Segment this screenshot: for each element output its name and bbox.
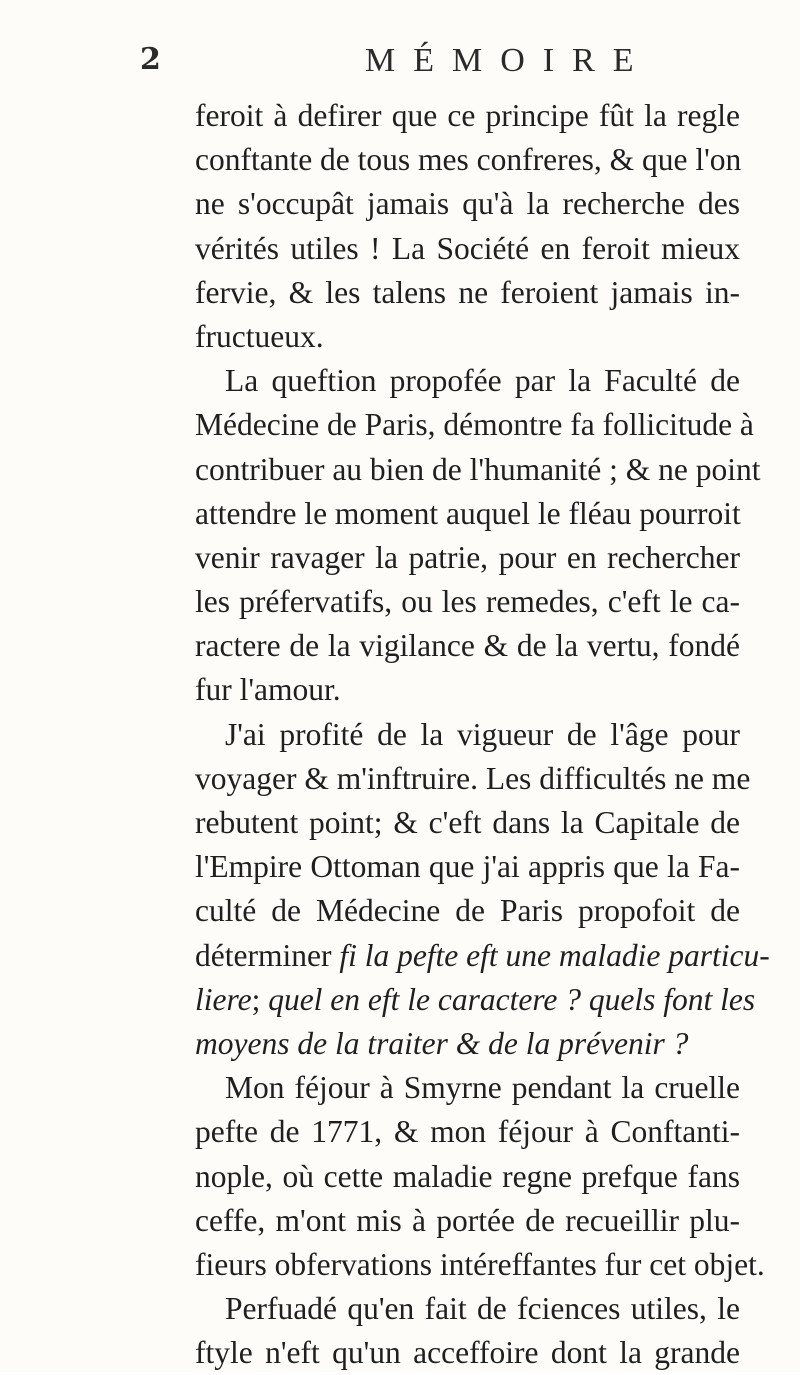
text-line: conftante de tous mes confreres, & que l'on <box>195 142 742 178</box>
text-line: nople, où cette maladie regne prefque fans <box>195 1158 740 1194</box>
page-number: 2 <box>140 42 161 77</box>
text-run: déterminer <box>195 937 340 973</box>
italic-question-text: moyens de la traiter & de la prévenir ? <box>195 1025 689 1061</box>
text-line: fervie, & les talens ne feroient jamais in- <box>195 274 740 310</box>
italic-question-text: quel en eft le caractere ? quels font les <box>268 981 756 1017</box>
text-line: fur l'amour. <box>195 672 341 708</box>
body-text <box>195 94 770 1375</box>
text-line <box>195 934 770 978</box>
page-header <box>140 42 800 82</box>
text-line: voyager & m'inftruire. Les difficultés ne me <box>195 760 751 796</box>
text-line: culté de Médecine de Paris propofoit de <box>195 893 740 929</box>
running-title: MÉMOIRE <box>365 42 652 79</box>
text-line: ftyle n'eft qu'un acceffoire dont la grande <box>195 1335 740 1371</box>
text-line: ractere de la vigilance & de la vertu, fondé <box>195 628 740 664</box>
text-line: rebutent point; & c'eft dans la Capitale de <box>195 805 740 840</box>
text-run: ; <box>251 981 269 1017</box>
text-line: Mon féjour à Smyrne pendant la cruelle <box>225 1070 740 1106</box>
italic-question-text: liere <box>195 981 252 1017</box>
text-line: les préfervatifs, ou les remedes, c'eft le ca- <box>195 584 740 620</box>
text-line: ne s'occupât jamais qu'à la recherche des <box>195 186 740 222</box>
text-line: pefte de 1771, & mon féjour à Conftanti- <box>195 1114 740 1150</box>
text-line: La queftion propofée par la Faculté de <box>225 363 740 399</box>
text-line: Perfuadé qu'en fait de fciences utiles, le <box>225 1291 740 1327</box>
text-line: fieurs obfervations intéreffantes fur cet objet. <box>195 1246 765 1282</box>
text-line: Médecine de Paris, démontre fa follicitude à <box>195 407 754 443</box>
text-line <box>195 978 756 1022</box>
italic-question-text: fi la pefte eft une maladie particu- <box>339 937 770 973</box>
text-line: contribuer au bien de l'humanité ; & ne point <box>195 451 761 487</box>
text-line: feroit à defirer que ce principe fût la regle <box>195 98 740 133</box>
text-line: fructueux. <box>195 318 324 354</box>
text-line: l'Empire Ottoman que j'ai appris que la Fa- <box>195 849 740 885</box>
text-line: venir ravager la patrie, pour en rechercher <box>195 539 740 575</box>
text-line: ceffe, m'ont mis à portée de recueillir plu- <box>195 1202 740 1238</box>
text-line <box>195 1022 740 1066</box>
text-line: vérités utiles ! La Société en feroit mieux <box>195 230 740 266</box>
text-line: attendre le moment auquel le fléau pourroit <box>195 495 741 531</box>
text-line: J'ai profité de la vigueur de l'âge pour <box>225 716 740 752</box>
